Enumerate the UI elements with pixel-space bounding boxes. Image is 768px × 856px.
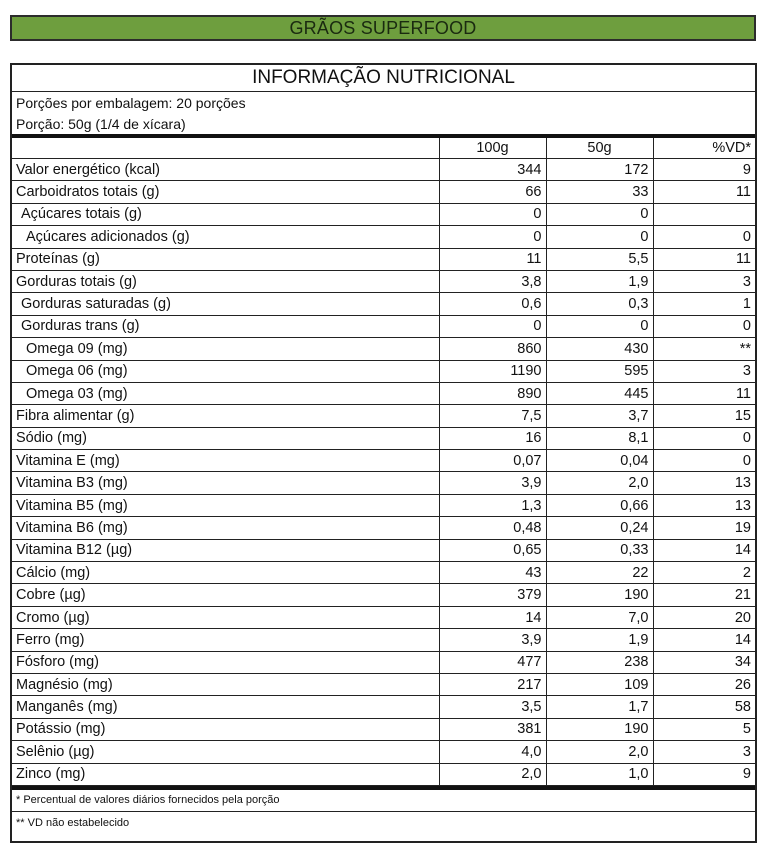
value-50g: 172: [546, 159, 653, 181]
table-row: [12, 517, 755, 539]
value-vd: **: [653, 338, 755, 360]
value-50g: 7,0: [546, 606, 653, 628]
value-100g: 890: [439, 382, 546, 404]
header-name: [12, 138, 439, 159]
table-row: [12, 539, 755, 561]
nutrient-name: Fósforo (mg): [12, 651, 439, 673]
nutrient-name: Açúcares adicionados (g): [12, 226, 439, 248]
nutrient-name: Zinco (mg): [12, 763, 439, 785]
table-row: [12, 673, 755, 695]
panel-title: [12, 65, 755, 92]
value-50g: 595: [546, 360, 653, 382]
nutrient-name: Vitamina B3 (mg): [12, 472, 439, 494]
nutrient-name: Magnésio (mg): [12, 673, 439, 695]
nutrient-name: Fibra alimentar (g): [12, 405, 439, 427]
table-header-row: [12, 138, 755, 159]
value-100g: 2,0: [439, 763, 546, 785]
nutrient-name: Cálcio (mg): [12, 562, 439, 584]
footnote-percent: [12, 786, 755, 812]
value-100g: 16: [439, 427, 546, 449]
nutrient-name: Omega 09 (mg): [12, 338, 439, 360]
value-50g: 190: [546, 718, 653, 740]
nutrient-name: Valor energético (kcal): [12, 159, 439, 181]
value-100g: 0: [439, 226, 546, 248]
panel-title-text: INFORMAÇÃO NUTRICIONAL: [252, 67, 515, 88]
value-100g: 217: [439, 673, 546, 695]
value-50g: 430: [546, 338, 653, 360]
nutrient-name: Cromo (µg): [12, 606, 439, 628]
table-row: [12, 494, 755, 516]
table-row: [12, 450, 755, 472]
value-100g: 381: [439, 718, 546, 740]
nutrition-facts-panel: [10, 63, 757, 843]
servings-per-package: Porções por embalagem: 20 porções: [16, 94, 246, 111]
value-100g: 3,8: [439, 270, 546, 292]
nutrient-name: Gorduras totais (g): [12, 270, 439, 292]
value-vd: 15: [653, 405, 755, 427]
value-50g: 0,04: [546, 450, 653, 472]
nutrient-name: Potássio (mg): [12, 718, 439, 740]
value-vd: 1: [653, 293, 755, 315]
value-50g: 1,9: [546, 270, 653, 292]
value-vd: 58: [653, 696, 755, 718]
value-100g: 1,3: [439, 494, 546, 516]
value-50g: 1,0: [546, 763, 653, 785]
value-50g: 0,24: [546, 517, 653, 539]
value-vd: 3: [653, 741, 755, 763]
header-50g: 50g: [546, 138, 653, 159]
nutrient-name: Manganês (mg): [12, 696, 439, 718]
product-banner: [10, 15, 756, 41]
value-50g: 0: [546, 226, 653, 248]
value-100g: 379: [439, 584, 546, 606]
footnote-percent-text: * Percentual de valores diários fornecidos pela porção: [16, 794, 280, 807]
table-row: [12, 584, 755, 606]
value-vd: 11: [653, 382, 755, 404]
value-100g: 1190: [439, 360, 546, 382]
value-50g: 3,7: [546, 405, 653, 427]
value-100g: 43: [439, 562, 546, 584]
table-row: [12, 629, 755, 651]
table-row: [12, 159, 755, 181]
value-50g: 5,5: [546, 248, 653, 270]
value-100g: 344: [439, 159, 546, 181]
header-vd: %VD*: [653, 138, 755, 159]
nutrient-name: Carboidratos totais (g): [12, 181, 439, 203]
value-vd: 3: [653, 360, 755, 382]
product-name: GRÃOS SUPERFOOD: [289, 17, 477, 38]
footnote-vd-text: ** VD não estabelecido: [16, 816, 130, 829]
value-100g: 3,9: [439, 472, 546, 494]
value-100g: 0,07: [439, 450, 546, 472]
table-row: [12, 315, 755, 337]
value-100g: 0: [439, 203, 546, 225]
serving-size: Porção: 50g (1/4 de xícara): [16, 115, 186, 132]
nutrient-name: Selênio (µg): [12, 741, 439, 763]
value-vd: 9: [653, 159, 755, 181]
table-row: [12, 270, 755, 292]
value-vd: 34: [653, 651, 755, 673]
value-vd: 13: [653, 494, 755, 516]
value-vd: 21: [653, 584, 755, 606]
value-100g: 3,9: [439, 629, 546, 651]
table-row: [12, 382, 755, 404]
value-vd: 11: [653, 248, 755, 270]
nutrient-name: Vitamina B12 (µg): [12, 539, 439, 561]
nutrient-name: Omega 06 (mg): [12, 360, 439, 382]
value-vd: 20: [653, 606, 755, 628]
value-100g: 7,5: [439, 405, 546, 427]
value-vd: 0: [653, 226, 755, 248]
table-row: [12, 360, 755, 382]
value-100g: 0,6: [439, 293, 546, 315]
value-50g: 0,33: [546, 539, 653, 561]
value-vd: [653, 203, 755, 225]
header-100g: 100g: [439, 138, 546, 159]
table-row: [12, 718, 755, 740]
table-row: [12, 427, 755, 449]
nutrient-name: Vitamina E (mg): [12, 450, 439, 472]
nutrient-name: Gorduras trans (g): [12, 315, 439, 337]
value-50g: 33: [546, 181, 653, 203]
value-50g: 2,0: [546, 741, 653, 763]
nutrient-name: Cobre (µg): [12, 584, 439, 606]
value-100g: 0,65: [439, 539, 546, 561]
value-vd: 26: [653, 673, 755, 695]
value-50g: 190: [546, 584, 653, 606]
value-100g: 0: [439, 315, 546, 337]
value-50g: 0: [546, 315, 653, 337]
value-vd: 19: [653, 517, 755, 539]
table-row: [12, 338, 755, 360]
value-vd: 11: [653, 181, 755, 203]
table-row: [12, 651, 755, 673]
value-vd: 0: [653, 450, 755, 472]
table-row: [12, 741, 755, 763]
value-50g: 1,9: [546, 629, 653, 651]
table-row: [12, 248, 755, 270]
value-50g: 22: [546, 562, 653, 584]
value-50g: 2,0: [546, 472, 653, 494]
value-vd: 0: [653, 315, 755, 337]
nutrient-name: Vitamina B5 (mg): [12, 494, 439, 516]
table-row: [12, 562, 755, 584]
value-vd: 14: [653, 539, 755, 561]
value-50g: 445: [546, 382, 653, 404]
value-50g: 238: [546, 651, 653, 673]
table-row: [12, 226, 755, 248]
serving-info: [12, 92, 755, 134]
nutrient-name: Açúcares totais (g): [12, 203, 439, 225]
table-row: [12, 696, 755, 718]
value-vd: 0: [653, 427, 755, 449]
value-100g: 4,0: [439, 741, 546, 763]
nutrient-name: Omega 03 (mg): [12, 382, 439, 404]
table-row: [12, 181, 755, 203]
value-vd: 2: [653, 562, 755, 584]
value-50g: 0,66: [546, 494, 653, 516]
value-100g: 14: [439, 606, 546, 628]
value-50g: 1,7: [546, 696, 653, 718]
nutrient-name: Ferro (mg): [12, 629, 439, 651]
table-row: [12, 606, 755, 628]
value-vd: 3: [653, 270, 755, 292]
value-50g: 0: [546, 203, 653, 225]
table-row: [12, 293, 755, 315]
value-100g: 66: [439, 181, 546, 203]
nutrient-name: Vitamina B6 (mg): [12, 517, 439, 539]
table-row: [12, 203, 755, 225]
nutrient-name: Sódio (mg): [12, 427, 439, 449]
footnote-vd: [12, 812, 755, 834]
table-row: [12, 472, 755, 494]
value-100g: 0,48: [439, 517, 546, 539]
value-50g: 0,3: [546, 293, 653, 315]
table-row: [12, 763, 755, 785]
value-vd: 9: [653, 763, 755, 785]
value-100g: 11: [439, 248, 546, 270]
value-100g: 860: [439, 338, 546, 360]
value-50g: 8,1: [546, 427, 653, 449]
table-row: [12, 405, 755, 427]
value-100g: 477: [439, 651, 546, 673]
nutrient-name: Gorduras saturadas (g): [12, 293, 439, 315]
nutrition-table: [12, 138, 755, 786]
value-vd: 13: [653, 472, 755, 494]
value-50g: 109: [546, 673, 653, 695]
value-vd: 5: [653, 718, 755, 740]
value-vd: 14: [653, 629, 755, 651]
nutrient-name: Proteínas (g): [12, 248, 439, 270]
value-100g: 3,5: [439, 696, 546, 718]
